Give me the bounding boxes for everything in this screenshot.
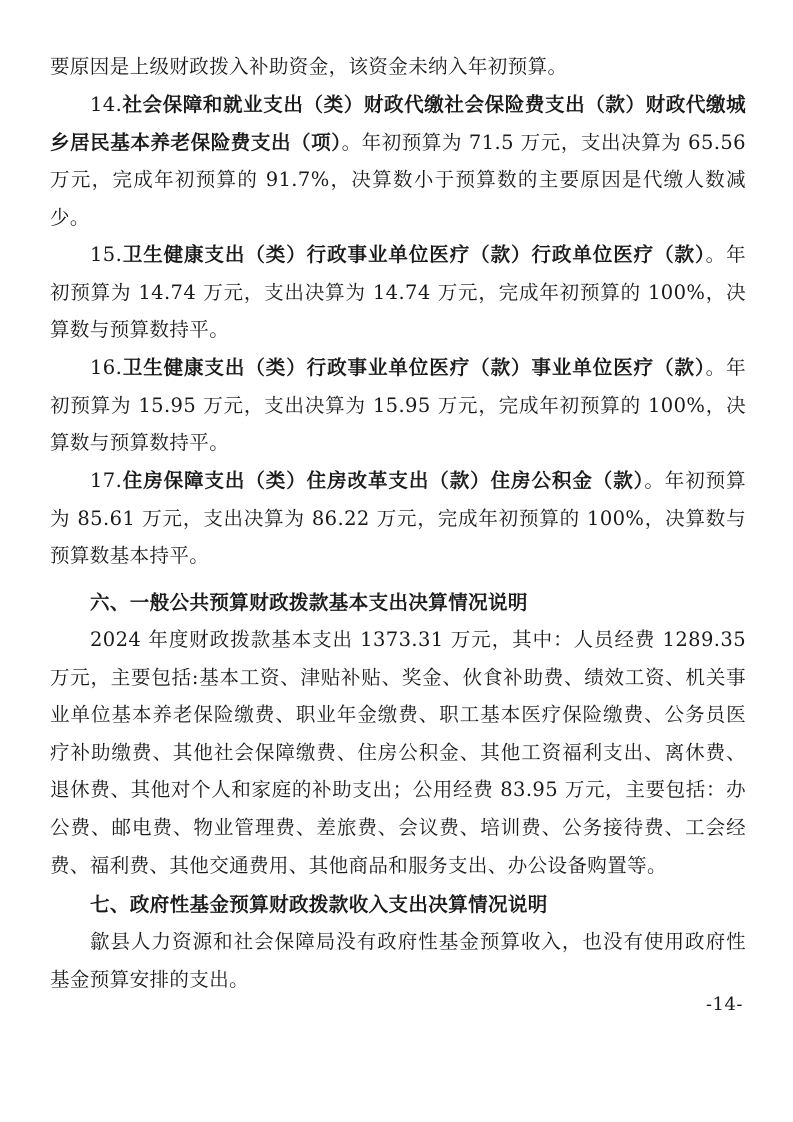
item-title: 住房保障支出（类）住房改革支出（款）住房公积金（款） xyxy=(122,469,645,492)
page-number: -14- xyxy=(705,994,743,1015)
section-6-body: 2024 年度财政拨款基本支出 1373.31 万元，其中：人员经费 1289.35 万元，主要包括:基本工资、津贴补贴、奖金、伙食补助费、绩效工资、机关事业单位基本养老保险缴费、职业年金缴费、职工基本医疗保险缴费、公务员医疗补助缴费、其他社会保障缴费、住房公积金、其他工资福利支出、离休费、退休费、其他对个人和家庭的补助支出；公用经费 83.95 万元，主要包括：办公费、邮电费、物业管理费、差旅费、会议费、培训费、公务接待费、工会经费、福利费、其他交通费用、其他商品和服务支出、办公设备购置等。 xyxy=(50,628,746,877)
paragraph-item-14 xyxy=(50,86,746,236)
paragraph-item-17 xyxy=(50,462,746,575)
item-title: 社会保障和就业支出（类）财政代缴社会保险费支出（款）财政代缴城乡居民基本养老保险费支出（项） xyxy=(50,93,746,154)
paragraph-continuation xyxy=(50,48,746,86)
paragraph-item-15 xyxy=(50,236,746,349)
item-number: 17. xyxy=(90,469,123,492)
paragraph-item-16 xyxy=(50,349,746,462)
item-title: 卫生健康支出（类）行政事业单位医疗（款）行政单位医疗（款） xyxy=(122,243,706,266)
item-body: 。年初预算为 15.95 万元，支出决算为 15.95 万元，完成年初预算的 100%，决算数与预算数持平。 xyxy=(50,356,746,455)
section-6-heading: 六、一般公共预算财政拨款基本支出决算情况说明 xyxy=(90,591,528,614)
section-7-body: 歙县人力资源和社会保障局没有政府性基金预算收入，也没有使用政府性基金预算安排的支出。 xyxy=(50,930,746,991)
item-body: 。年初预算为 14.74 万元，支出决算为 14.74 万元，完成年初预算的 100%，决算数与预算数持平。 xyxy=(50,243,746,342)
item-number: 14. xyxy=(90,93,123,116)
item-body: 。年初预算为 85.61 万元，支出决算为 86.22 万元，完成年初预算的 100%，决算数与预算数基本持平。 xyxy=(50,469,746,568)
item-number: 15. xyxy=(90,243,123,266)
item-title: 卫生健康支出（类）行政事业单位医疗（款）事业单位医疗（款） xyxy=(122,356,706,379)
item-number: 16. xyxy=(90,356,123,379)
paragraph-text: 要原因是上级财政拨入补助资金，该资金未纳入年初预算。 xyxy=(50,55,568,78)
section-7-heading: 七、政府性基金预算财政拨款收入支出决算情况说明 xyxy=(90,893,548,916)
item-body: 。年初预算为 71.5 万元，支出决算为 65.56 万元，完成年初预算的 91.7%，决算数小于预算数的主要原因是代缴人数减少。 xyxy=(50,130,746,229)
